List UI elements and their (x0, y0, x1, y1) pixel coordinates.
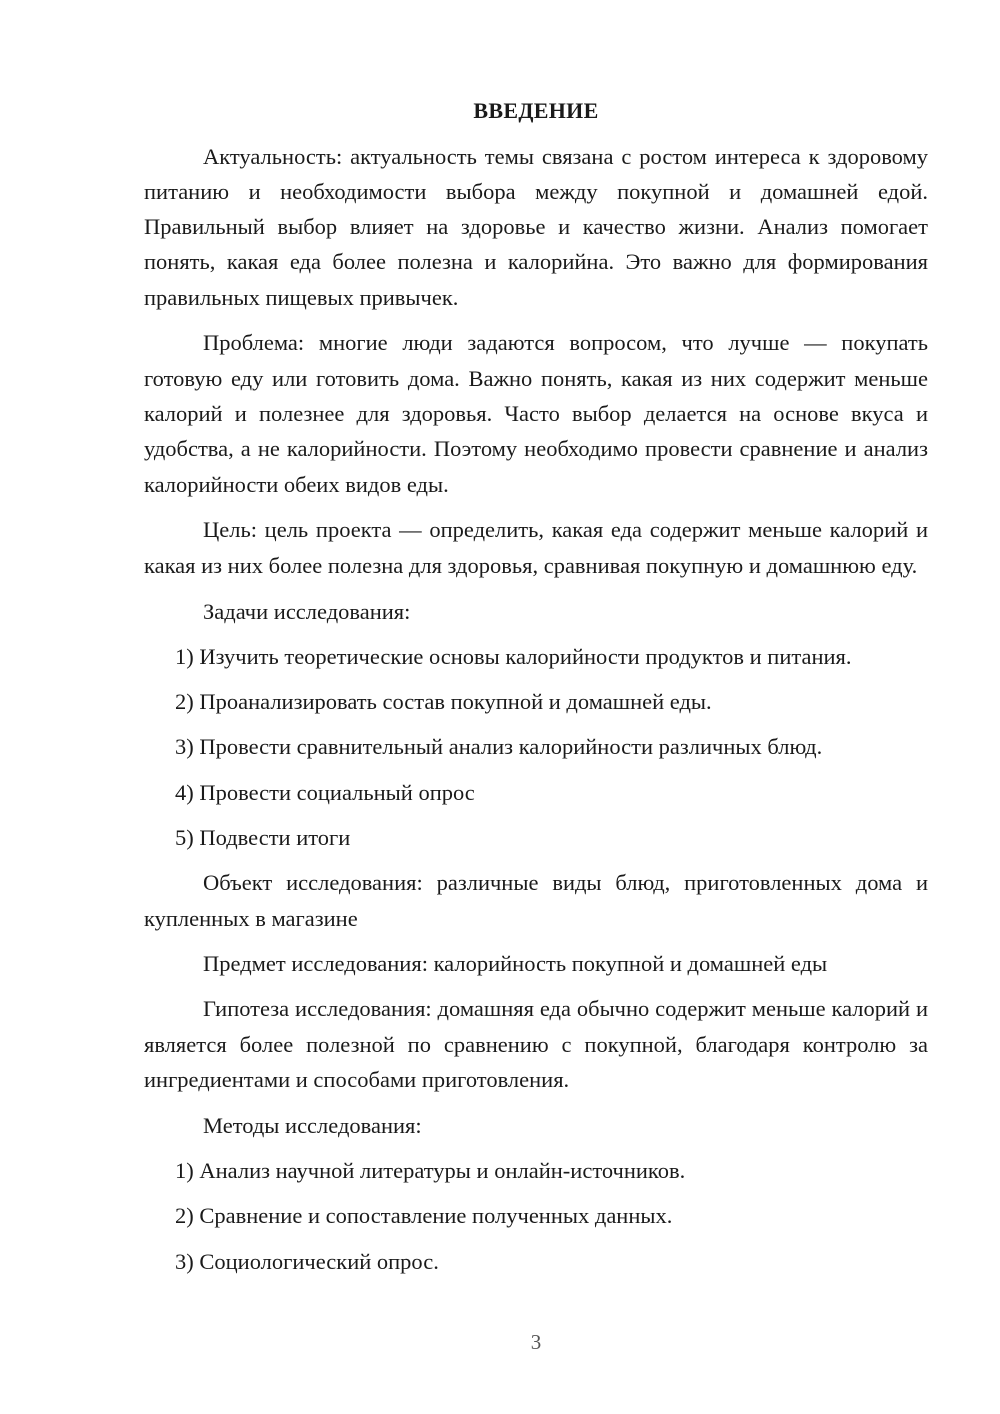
section-title: ВВЕДЕНИЕ (473, 98, 599, 123)
paragraph-relevance: Актуальность: актуальность темы связана с ростом интереса к здоровому питанию и необходимости выбора между покупной и домашней едой. Правильный выбор влияет на здоровье и качество жизни. Анализ помогает понять, какая еда более полезна и калорийна. Это важно для формирования правильных пищевых привычек. (144, 143, 928, 310)
spacer (144, 128, 928, 139)
spacer (144, 765, 928, 775)
paragraph-hypothesis: Гипотеза исследования: домашняя еда обычно содержит меньше калорий и является более полезной по сравнению с покупной, благодаря контролю за ингредиентами и способами приготовления. (144, 996, 928, 1092)
paragraph-object: Объект исследования: различные виды блюд, приготовленных дома и купленных в магазине (144, 870, 928, 931)
spacer (144, 1143, 928, 1153)
methods-heading: Методы исследования: (203, 1112, 422, 1138)
spacer (144, 981, 928, 991)
task-item: 3) Провести сравнительный анализ калорийности различных блюд. (175, 734, 823, 760)
task-item: 1) Изучить теоретические основы калорийности продуктов и питания. (175, 643, 852, 669)
method-item: 3) Социологический опрос. (175, 1248, 439, 1274)
spacer (144, 674, 928, 684)
spacer (144, 810, 928, 820)
spacer (144, 315, 928, 326)
spacer (144, 502, 928, 513)
tasks-heading: Задачи исследования: (203, 598, 411, 624)
spacer (144, 719, 928, 729)
task-item: 5) Подвести итоги (175, 825, 351, 851)
spacer (144, 855, 928, 865)
task-item: 2) Проанализировать состав покупной и домашней еды. (175, 689, 712, 715)
spacer (144, 1188, 928, 1198)
document-page (144, 94, 928, 1279)
spacer (144, 629, 928, 639)
page-number: 3 (530, 1330, 542, 1354)
paragraph-subject: Предмет исследования: калорийность покупной и домашней еды (203, 950, 828, 976)
method-item: 2) Сравнение и сопоставление полученных данных. (175, 1203, 673, 1229)
paragraph-goal: Цель: цель проекта — определить, какая еда содержит меньше калорий и какая из них более полезна для здоровья, сравнивая покупную и домашнюю еду. (144, 517, 928, 578)
spacer (144, 1097, 928, 1108)
spacer (144, 936, 928, 946)
paragraph-problem: Проблема: многие люди задаются вопросом, что лучше — покупать готовую еду или готовить дома. Важно понять, какая из них содержит меньше калорий и полезнее для здоровья. Часто выбор делается на основе вкуса и удобства, а не калорийности. Поэтому необходимо провести сравнение и анализ калорийности обеих видов еды. (144, 330, 928, 497)
spacer (144, 583, 928, 594)
task-item: 4) Провести социальный опрос (175, 779, 475, 805)
method-item: 1) Анализ научной литературы и онлайн-источников. (175, 1157, 686, 1183)
spacer (144, 1234, 928, 1244)
